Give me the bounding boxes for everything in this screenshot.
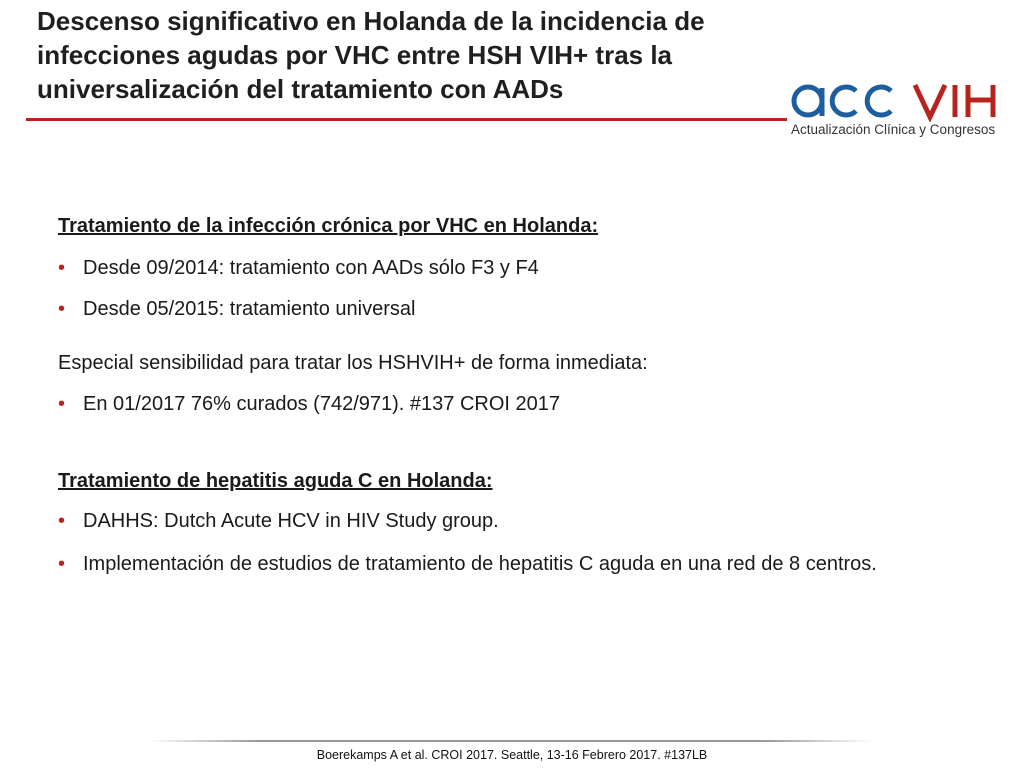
list-item: [58, 551, 1008, 577]
section1-bullet-list: [58, 255, 1008, 322]
list-item-text: Desde 05/2015: tratamiento universal: [83, 298, 416, 320]
list-item: [58, 255, 1008, 281]
footer-citation: Boerekamps A et al. CROI 2017. Seattle, 13-16 Febrero 2017. #137LB: [316, 748, 708, 762]
section2-heading: Tratamiento de hepatitis aguda C en Holanda:: [58, 470, 493, 492]
footer-divider: [148, 740, 874, 742]
acc-vih-logo: [788, 78, 1002, 144]
acc-vih-logo-mark: [788, 78, 1002, 122]
list-item-text: DAHHS: Dutch Acute HCV in HIV Study group.: [83, 510, 499, 532]
list-item: [58, 391, 1008, 417]
page-title: Descenso significativo en Holanda de la incidencia de infecciones agudas por VHC entre HSH VIH+ tras la universalización del tratamiento con AADs: [37, 6, 705, 104]
title-divider: [26, 118, 787, 121]
section2-bullet-list: [58, 508, 1008, 577]
bullet-icon: •: [58, 298, 66, 320]
bullet-icon: •: [58, 553, 66, 575]
logo-caption: Actualización Clínica y Congresos: [791, 122, 996, 137]
list-item-text: Implementación de estudios de tratamiento de hepatitis C aguda en una red de 8 centros.: [83, 553, 877, 575]
section1-subheading: Especial sensibilidad para tratar los HSHVIH+ de forma inmediata:: [58, 352, 648, 374]
bullet-icon: •: [58, 510, 66, 532]
list-item-text: Desde 09/2014: tratamiento con AADs sólo F3 y F4: [83, 257, 539, 279]
section1-sub-bullet-list: [58, 391, 1008, 417]
section1-heading: Tratamiento de la infección crónica por VHC en Holanda:: [58, 215, 599, 237]
bullet-icon: •: [58, 257, 66, 279]
list-item: [58, 508, 1008, 534]
list-item-text: En 01/2017 76% curados (742/971). #137 CROI 2017: [83, 393, 560, 415]
slide-content: [58, 213, 1008, 577]
list-item: [58, 296, 1008, 322]
bullet-icon: •: [58, 393, 66, 415]
